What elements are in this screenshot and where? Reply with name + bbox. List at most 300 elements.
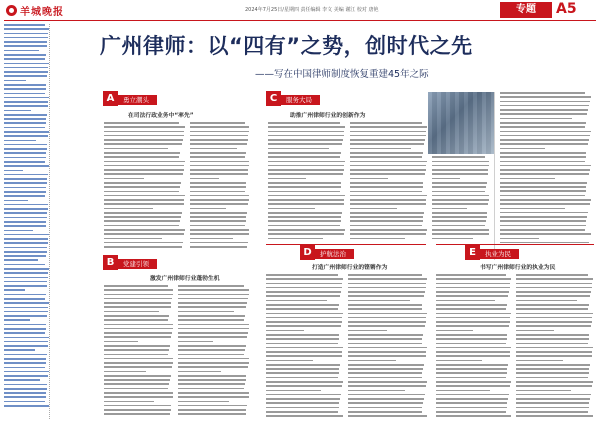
text-line	[268, 143, 342, 145]
text-line	[4, 362, 46, 364]
text-line	[268, 148, 329, 150]
text-line	[4, 114, 47, 116]
text-line	[266, 287, 342, 289]
text-line	[432, 203, 488, 205]
text-line	[432, 195, 489, 197]
text-line	[348, 295, 424, 297]
text-line	[190, 131, 249, 133]
text-line	[500, 186, 586, 188]
text-line	[190, 229, 249, 231]
text-line	[350, 229, 427, 231]
text-line	[268, 225, 340, 227]
text-line	[436, 321, 510, 323]
text-line	[104, 294, 173, 296]
text-line	[436, 351, 510, 353]
text-line	[348, 351, 426, 353]
text-line	[350, 148, 411, 150]
text-line	[104, 345, 170, 347]
text-line	[190, 216, 246, 218]
page-title: 广州律师：以“四有”之势，创时代之先	[100, 34, 473, 58]
text-line	[266, 402, 339, 404]
text-line	[104, 195, 185, 197]
section-b-tag	[103, 258, 157, 270]
section-c-text-2	[350, 122, 428, 242]
text-line	[516, 313, 593, 315]
section-b-text-1	[104, 285, 174, 418]
text-line	[190, 173, 248, 175]
text-line	[350, 199, 426, 201]
text-line	[348, 313, 427, 315]
logo-icon	[6, 5, 17, 16]
text-line	[104, 156, 179, 158]
text-line	[436, 334, 507, 336]
text-line	[178, 345, 246, 347]
text-line	[4, 110, 31, 112]
text-line	[190, 195, 249, 197]
text-line	[348, 407, 422, 409]
text-line	[432, 225, 485, 227]
section-d-title: 打造广州律师行业的铿锵作为	[312, 265, 388, 271]
text-line	[4, 182, 47, 184]
text-line	[436, 278, 511, 280]
text-line	[500, 143, 588, 145]
text-line	[4, 170, 23, 172]
text-line	[348, 347, 427, 349]
text-line	[104, 161, 185, 163]
text-line	[4, 71, 48, 73]
text-line	[268, 216, 341, 218]
text-line	[266, 321, 342, 323]
text-line	[348, 415, 427, 417]
text-line	[436, 308, 506, 310]
text-line	[4, 63, 49, 65]
text-line	[4, 242, 48, 244]
text-line	[500, 118, 572, 120]
text-line	[350, 161, 427, 163]
text-line	[4, 251, 47, 253]
text-line	[348, 317, 426, 319]
text-line	[104, 122, 179, 124]
text-line	[348, 278, 427, 280]
text-line	[104, 169, 184, 171]
text-line	[432, 169, 488, 171]
text-line	[436, 325, 509, 327]
text-line	[190, 161, 249, 163]
text-line	[500, 208, 565, 210]
text-line	[500, 122, 586, 124]
text-line	[266, 343, 338, 345]
text-line	[516, 334, 589, 336]
text-line	[268, 152, 341, 154]
text-line	[500, 135, 590, 137]
text-line	[436, 355, 510, 357]
text-line	[436, 411, 506, 413]
text-line	[104, 332, 172, 334]
text-line	[190, 156, 245, 158]
section-c-title: 助推广州律师行业的创新作为	[290, 113, 366, 119]
text-line	[4, 324, 46, 326]
section-e-letter: E	[465, 245, 480, 260]
text-line	[266, 364, 340, 366]
text-line	[178, 388, 244, 390]
text-line	[268, 199, 344, 201]
text-line	[516, 325, 591, 327]
text-line	[432, 233, 489, 235]
text-line	[104, 319, 168, 321]
text-line	[268, 165, 344, 167]
text-line	[436, 372, 507, 374]
text-line	[436, 407, 507, 409]
text-line	[104, 341, 138, 343]
text-line	[4, 289, 25, 291]
text-line	[266, 407, 339, 409]
text-line	[500, 105, 589, 107]
text-line	[178, 332, 248, 334]
text-line	[104, 165, 184, 167]
text-line	[190, 126, 249, 128]
text-line	[4, 33, 48, 35]
text-line	[432, 212, 487, 214]
text-line	[350, 220, 423, 222]
text-line	[4, 311, 48, 313]
text-line	[4, 255, 46, 257]
logo-text: 羊城晚报	[20, 6, 64, 18]
dateline: 2024年7月25日/星期四 责任编辑 李文 美编 谢江 校对 唐艳	[245, 7, 379, 13]
text-line	[178, 409, 246, 411]
section-d-tag	[300, 248, 354, 260]
text-line	[4, 358, 46, 360]
text-line	[516, 394, 591, 396]
text-line	[348, 364, 424, 366]
text-line	[266, 411, 338, 413]
text-line	[178, 362, 249, 364]
text-line	[268, 156, 340, 158]
text-line	[266, 313, 343, 315]
text-line	[268, 178, 306, 180]
text-line	[178, 379, 246, 381]
text-line	[500, 169, 590, 171]
text-line	[432, 178, 460, 180]
text-line	[266, 355, 342, 357]
text-line	[104, 354, 168, 356]
text-line	[190, 191, 245, 193]
text-line	[266, 274, 338, 276]
text-line	[516, 300, 577, 302]
text-line	[178, 405, 247, 407]
text-line	[190, 143, 247, 145]
text-line	[104, 298, 172, 300]
text-line	[4, 50, 39, 52]
section-a-title: 在司法行政业务中“率先”	[128, 113, 194, 119]
text-line	[500, 126, 585, 128]
text-line	[190, 135, 248, 137]
text-line	[4, 375, 48, 377]
text-line	[4, 234, 49, 236]
text-line	[436, 385, 510, 387]
text-line	[104, 238, 162, 240]
text-line	[190, 233, 249, 235]
text-line	[348, 321, 426, 323]
text-line	[350, 122, 422, 124]
text-line	[4, 281, 47, 283]
text-line	[4, 84, 46, 86]
text-line	[104, 220, 180, 222]
text-line	[4, 367, 45, 369]
text-line	[500, 212, 588, 214]
text-line	[104, 289, 173, 291]
text-line	[266, 330, 304, 332]
text-line	[432, 182, 487, 184]
text-line	[516, 398, 590, 400]
section-e-text-2	[516, 274, 594, 420]
text-line	[4, 157, 46, 159]
text-line	[436, 377, 506, 379]
text-line	[178, 401, 229, 403]
text-line	[350, 152, 423, 154]
text-line	[268, 212, 342, 214]
text-line	[104, 203, 184, 205]
text-line	[266, 334, 339, 336]
text-line	[178, 336, 247, 338]
text-line	[4, 80, 26, 82]
text-line	[266, 372, 339, 374]
text-line	[4, 354, 47, 356]
text-line	[500, 165, 591, 167]
text-line	[266, 415, 343, 417]
text-line	[268, 182, 341, 184]
text-line	[4, 217, 47, 219]
text-line	[178, 302, 247, 304]
text-line	[4, 221, 46, 223]
text-line	[432, 220, 486, 222]
text-line	[348, 343, 422, 345]
text-line	[4, 392, 46, 394]
text-line	[432, 161, 489, 163]
text-line	[436, 381, 511, 383]
text-line	[348, 291, 425, 293]
section-d-label: 护航法治	[315, 249, 354, 259]
text-line	[4, 41, 47, 43]
text-line	[266, 347, 343, 349]
text-line	[4, 97, 49, 99]
text-line	[348, 338, 422, 340]
text-line	[268, 126, 345, 128]
text-line	[516, 278, 593, 280]
text-line	[4, 277, 48, 279]
text-line	[4, 401, 45, 403]
section-c-tag	[266, 94, 320, 106]
text-line	[432, 173, 488, 175]
text-line	[350, 203, 426, 205]
text-line	[4, 174, 48, 176]
text-line	[104, 388, 168, 390]
section-c-letter: C	[266, 91, 281, 106]
text-line	[4, 200, 28, 202]
text-line	[350, 186, 423, 188]
text-line	[268, 169, 344, 171]
text-line	[348, 411, 422, 413]
text-line	[350, 233, 426, 235]
section-e-tag	[465, 248, 519, 260]
text-line	[4, 247, 47, 249]
text-line	[516, 360, 563, 362]
text-line	[348, 274, 422, 276]
text-line	[4, 58, 45, 60]
text-line	[190, 139, 248, 141]
text-line	[104, 246, 182, 248]
text-line	[348, 360, 396, 362]
text-line	[348, 304, 422, 306]
special-badge: 专题	[500, 2, 552, 18]
section-e-title: 书写广州律师行业的执业为民	[480, 265, 556, 271]
text-line	[516, 390, 571, 392]
text-line	[104, 225, 179, 227]
text-line	[500, 92, 585, 94]
text-line	[266, 304, 339, 306]
section-e-rule	[436, 244, 594, 245]
text-line	[266, 351, 342, 353]
text-line	[178, 289, 249, 291]
text-line	[4, 298, 45, 300]
text-line	[4, 148, 47, 150]
text-line	[500, 220, 586, 222]
text-line	[348, 355, 426, 357]
text-line	[4, 315, 47, 317]
text-line	[350, 238, 405, 240]
text-line	[104, 302, 171, 304]
right-column-text	[500, 92, 592, 246]
text-line	[268, 238, 323, 240]
text-line	[350, 178, 388, 180]
text-line	[4, 127, 45, 129]
column-divider	[494, 92, 495, 260]
text-line	[4, 131, 49, 133]
text-line	[4, 332, 45, 334]
text-line	[104, 126, 185, 128]
section-d-text-2	[348, 274, 428, 420]
text-line	[266, 368, 339, 370]
text-line	[190, 212, 247, 214]
text-line	[104, 371, 146, 373]
text-line	[432, 186, 486, 188]
text-line	[4, 212, 47, 214]
text-line	[350, 182, 423, 184]
text-line	[4, 187, 46, 189]
text-line	[436, 390, 490, 392]
text-line	[266, 295, 340, 297]
text-line	[516, 381, 593, 383]
text-line	[4, 396, 46, 398]
text-line	[500, 96, 591, 98]
text-line	[178, 371, 221, 373]
text-line	[348, 325, 425, 327]
text-line	[516, 330, 554, 332]
text-line	[348, 300, 410, 302]
text-line	[516, 283, 592, 285]
text-line	[516, 368, 589, 370]
text-line	[4, 122, 46, 124]
text-line	[266, 390, 321, 392]
text-line	[178, 285, 244, 287]
text-line	[516, 347, 593, 349]
text-line	[266, 283, 342, 285]
text-line	[436, 343, 506, 345]
text-line	[432, 229, 489, 231]
text-line	[4, 272, 48, 274]
text-line	[268, 139, 343, 141]
text-line	[4, 204, 48, 206]
text-line	[4, 191, 46, 193]
text-line	[104, 362, 173, 364]
text-line	[104, 392, 173, 394]
page-number: A5	[556, 1, 577, 17]
text-line	[348, 402, 423, 404]
text-line	[190, 169, 248, 171]
text-line	[500, 113, 587, 115]
text-line	[4, 208, 48, 210]
text-line	[516, 351, 592, 353]
text-line	[104, 199, 184, 201]
text-line	[178, 396, 249, 398]
text-line	[178, 383, 245, 385]
text-line	[104, 173, 183, 175]
text-line	[350, 191, 422, 193]
section-b-label: 党建引领	[118, 259, 157, 269]
text-line	[516, 321, 592, 323]
section-a-tag	[103, 94, 157, 106]
text-line	[516, 291, 591, 293]
text-line	[350, 126, 427, 128]
text-line	[436, 364, 508, 366]
text-line	[104, 409, 171, 411]
section-b-title: 激发广州律师行业蓬勃生机	[150, 276, 220, 282]
text-line	[4, 105, 48, 107]
text-line	[348, 330, 387, 332]
text-line	[4, 88, 46, 90]
text-line	[516, 308, 588, 310]
text-line	[500, 203, 590, 205]
text-line	[500, 182, 587, 184]
text-line	[4, 259, 38, 261]
text-line	[436, 317, 510, 319]
text-line	[104, 229, 185, 231]
text-line	[104, 324, 173, 326]
text-line	[104, 383, 169, 385]
text-line	[104, 216, 181, 218]
text-line	[436, 283, 510, 285]
text-line	[266, 381, 343, 383]
text-line	[350, 169, 426, 171]
text-line	[500, 238, 539, 240]
text-line	[190, 182, 246, 184]
text-line	[104, 306, 171, 308]
section-e-text-1	[436, 274, 512, 420]
text-line	[4, 405, 49, 407]
text-line	[516, 411, 588, 413]
text-line	[4, 93, 45, 95]
text-line	[516, 385, 592, 387]
text-line	[4, 37, 48, 39]
text-line	[178, 375, 246, 377]
section-c-text-1	[268, 122, 346, 242]
text-line	[432, 199, 489, 201]
text-line	[4, 341, 48, 343]
text-line	[516, 402, 589, 404]
text-line	[516, 338, 589, 340]
text-line	[436, 347, 511, 349]
text-line	[436, 300, 495, 302]
text-line	[104, 375, 171, 377]
